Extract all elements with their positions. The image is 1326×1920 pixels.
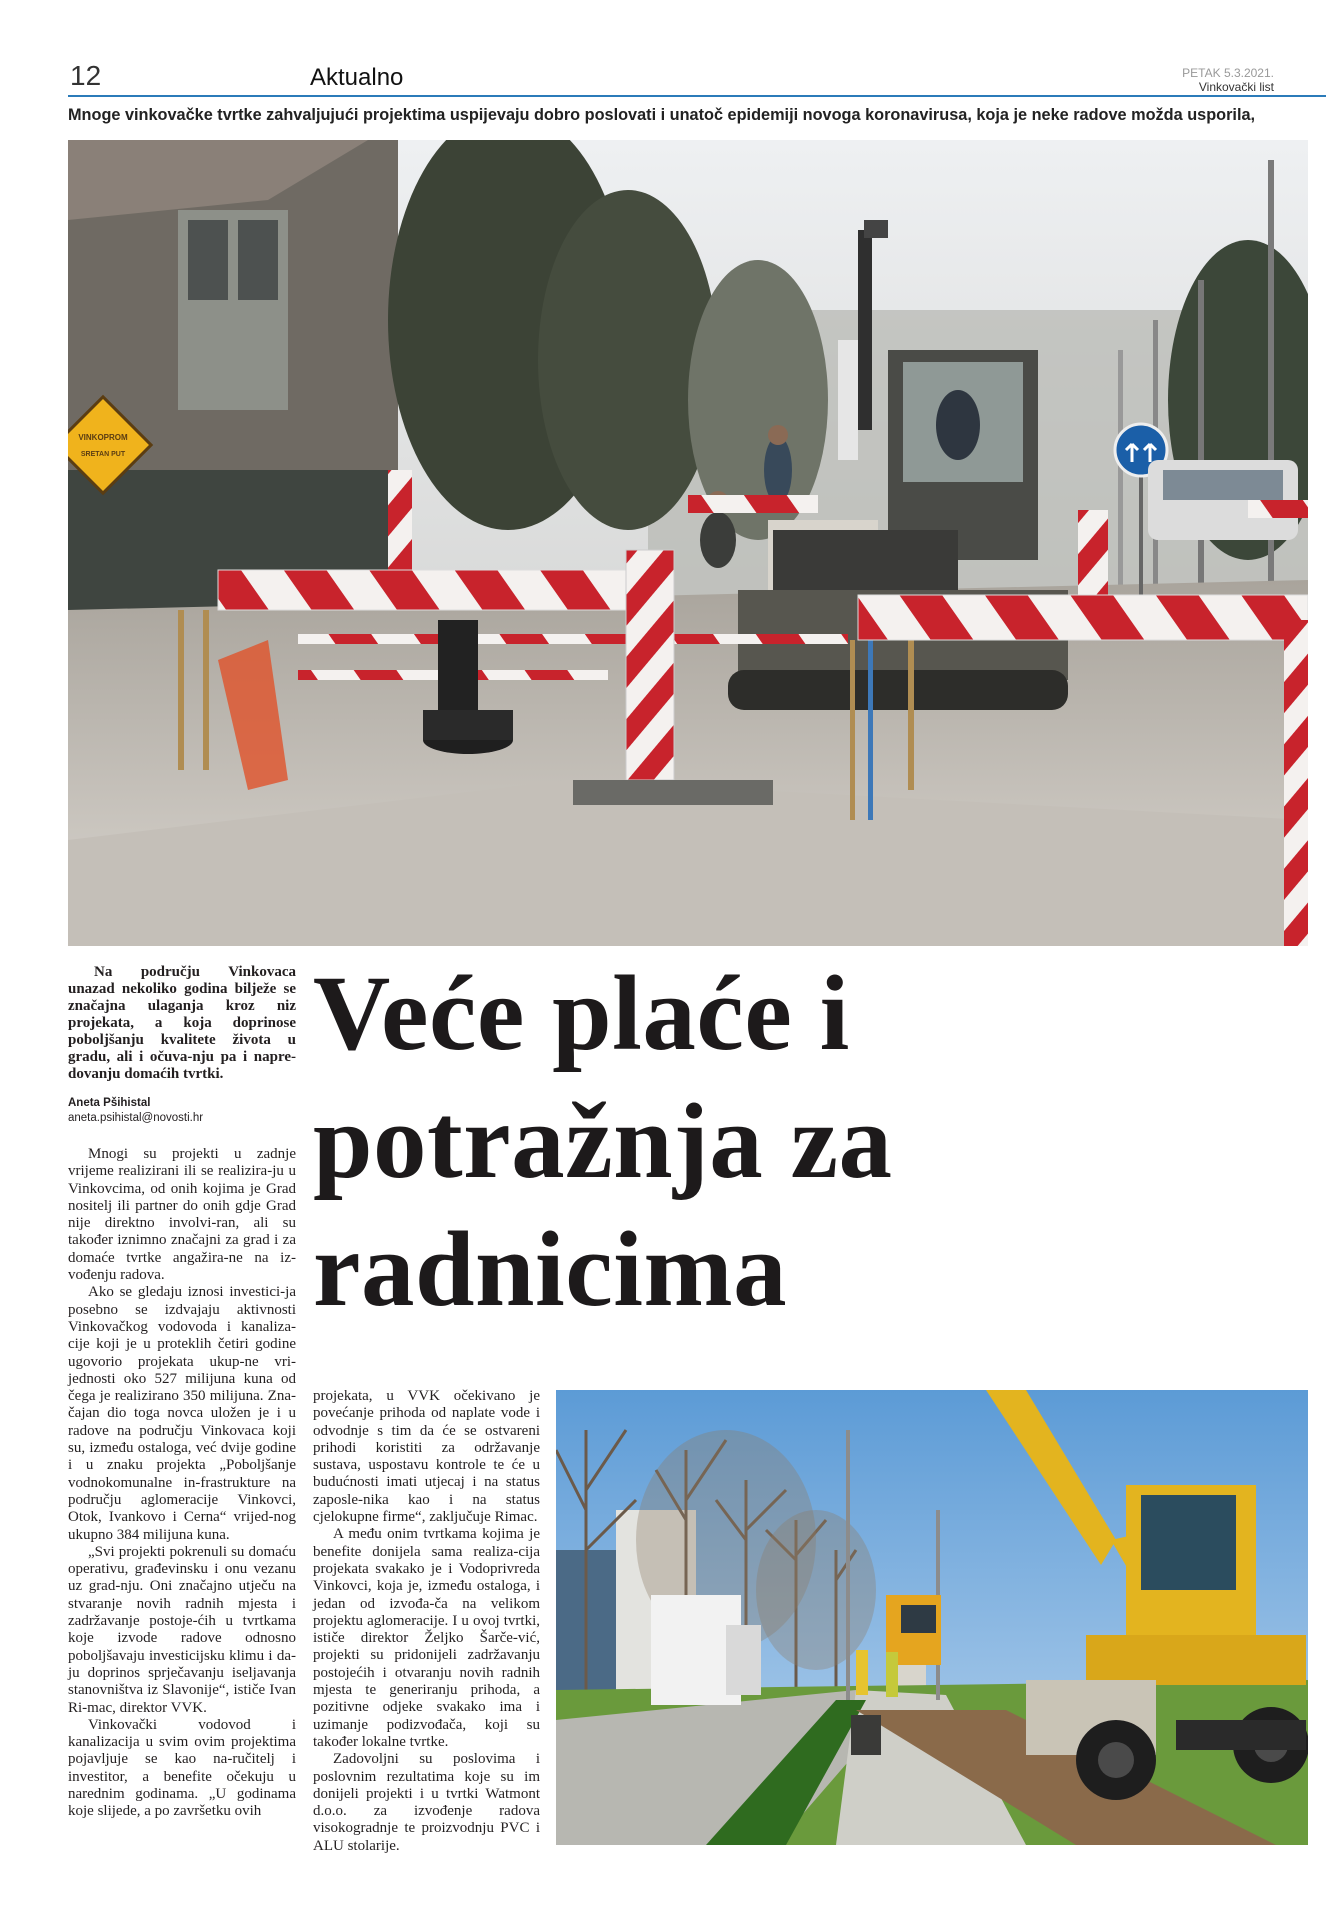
main-photo-roadworks (68, 140, 1308, 946)
body-column-2 (313, 1388, 540, 1855)
headline-line-1: Veće plaće i (313, 955, 850, 1073)
headline-line-2: potražnja za (313, 1083, 893, 1201)
sign-text-line2: SRETAN PUT (80, 451, 126, 458)
headline-line-3: radnicima (313, 1211, 788, 1329)
publication-name: Vinkovački list (1198, 80, 1274, 94)
header-rule (68, 95, 1326, 97)
body-column-1 (68, 1146, 296, 1821)
issue-date: PETAK 5.3.2021. (1182, 66, 1274, 80)
headline (313, 950, 1313, 1334)
lead-paragraph: Na području Vinkovaca unazad nekoliko godina bilježe se značajna ulaganja kroz niz projekata, a koja doprinose poboljšanju kvalitete života u gradu, ali i očuva-nju pa i napre-dovanju domaćih tvrtki. (68, 964, 296, 1082)
section-title: Aktualno (310, 64, 404, 91)
sign-text-line1: VINKOPROM (78, 433, 128, 442)
author-name: Aneta Pšihistal (68, 1097, 151, 1109)
body-paragraph: A među onim tvrtkama kojima je benefite donijela sama realiza-cija projekata svakako je i Vodoprivreda Vinkovci, koja je, između ostaloga, i jedan od izvođa-ča na velikom projektu aglomeracije. I u ovoj tvrtki, ističe direktor Željko Šarče-vić, projekti su pridonijeli zadržavanju postojećih i otvaranju novih radnih mjesta te generiranju prihoda, a pozitivne odjeke svakako ima i uzimanje podizvođača, koji su također lokalne tvrtke. (313, 1526, 540, 1750)
body-paragraph: Ako se gledaju iznosi investici-ja posebno se izdvajaju aktivnosti Vinkovačkog vodovoda i kanaliza-cije koji je u proteklih četiri godine ugovorio projekata ukup-ne vri-jednosti oko 527 milijuna kuna od čega je realizirano 350 milijuna. Zna-čajan dio toga novca uložen je i u radove na području Vinkovaca koji su, između ostaloga, već dvije godine i u znaku projekta „Poboljšanje vodnokomunalne in-frastrukture na području aglomeracije Vinkovci, Otok, Ivankovo i Cerna“ vrijed-nog ukupno 384 milijuna kuna. (68, 1284, 296, 1543)
subheadline: Mnoge vinkovačke tvrtke zahvaljujući projektima uspijevaju dobro poslovati i unatoč epidemiji novoga koronavirusa, koja je neke radove možda usporila, (68, 106, 1256, 124)
body-paragraph: Zadovoljni su poslovima i poslovnim rezultatima koje su im donijeli projekti i u tvrtki Watmont d.o.o. za izvođenje radova visokogradnje te proizvodnju PVC i ALU stolarije. (313, 1751, 540, 1854)
author-email[interactable]: aneta.psihistal@novosti.hr (68, 1112, 204, 1124)
body-paragraph: Vinkovački vodovod i kanalizacija u svim ovim projektima pojavljuje se kao na-ručitelj i investitor, a benefite očekuju u narednim godinama. „U godinama koje slijede, a po završetku ovih (68, 1716, 296, 1820)
body-paragraph: „Svi projekti pokrenuli su domaću operativu, građevinsku i onu vezanu uz grad-nju. Oni značajno utječu na stvaranje novih radnih mjesta i zadržavanje postoje-ćih u tvrtkama koje izvode radove odnosno poboljšavaju investicijsku klimu i da-ju doprinos sprječavanju iseljavanja stanovništva iz Slavonije“, ističe Ivan Ri-mac, direktor VVK. (68, 1543, 296, 1716)
body-paragraph: Mnogi su projekti u zadnje vrijeme realizirani ili se realizira-ju u Vinkovcima, od onih kojima je Grad nositelj ili partner do onih gdje Grad nije direktno involvi-ran, ali su također iznimno značajni za grad i za domaće tvrtke angažira-ne na iz-vođenju radova. (68, 1146, 296, 1284)
secondary-photo-excavator (556, 1390, 1308, 1845)
body-paragraph: projekata, u VVK očekivano je povećanje prihoda od naplate vode i odvodnje s tim da će se ostvareni prihodi koristiti za održavanje sustava, uspostavu kontrole te će u budućnosti imati utjecaj i na status zaposle-nika kao i na status cjelokupne firme“, zaključuje Rimac. (313, 1388, 540, 1526)
page-number: 12 (70, 60, 102, 91)
